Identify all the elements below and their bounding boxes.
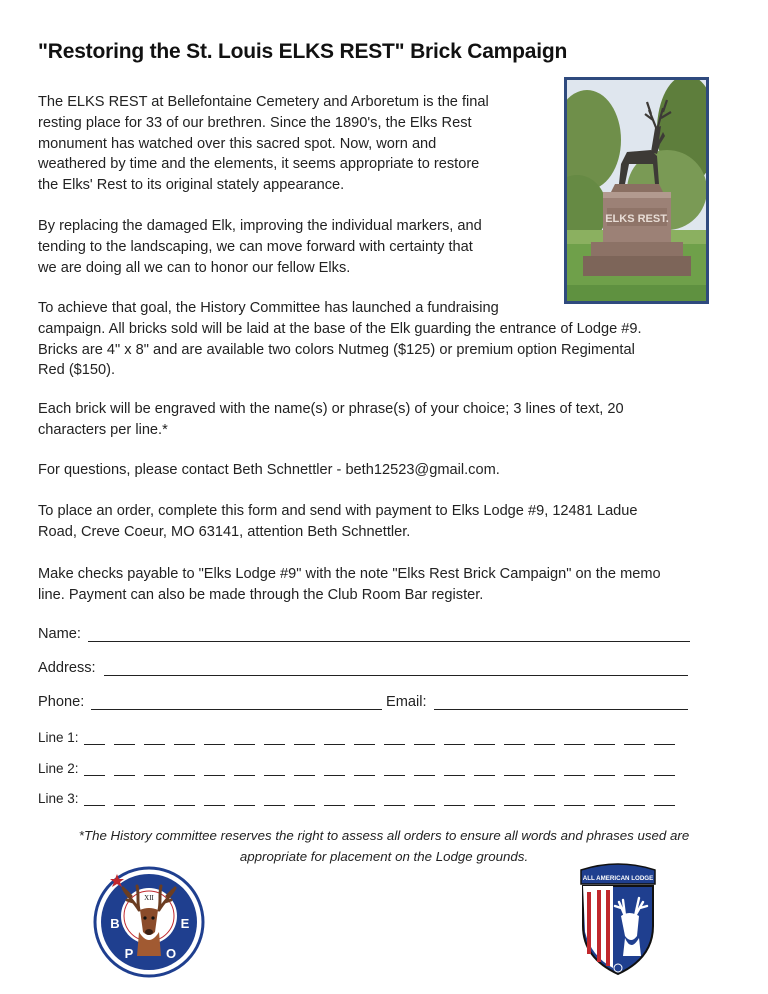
- engraving-char-slot[interactable]: [624, 805, 645, 806]
- engraving-char-slot[interactable]: [654, 775, 675, 776]
- engraving-char-slot[interactable]: [144, 744, 165, 745]
- engraving-paragraph: Each brick will be engraved with the name(s) or phrase(s) of your choice; 3 lines of text, 20 characters per line.*: [38, 401, 624, 438]
- engraving-char-slot[interactable]: [354, 744, 375, 745]
- engraving-char-slot[interactable]: [414, 805, 435, 806]
- engraving-char-slot[interactable]: [294, 744, 315, 745]
- svg-text:P: P: [124, 946, 134, 961]
- engraving-char-slot[interactable]: [504, 775, 525, 776]
- engraving-char-slot[interactable]: [444, 775, 465, 776]
- svg-text:XII: XII: [144, 894, 154, 902]
- engraving-char-slot[interactable]: [324, 775, 345, 776]
- restoration-paragraph: By replacing the damaged Elk, improving the individual markers, and tending to the landscaping, we can move forward with certainty that we are doing all we can to honor our fellow Elks.: [38, 218, 482, 276]
- engraving-char-slot[interactable]: [534, 775, 555, 776]
- engraving-char-slot[interactable]: [414, 744, 435, 745]
- phone-field[interactable]: [91, 709, 382, 710]
- engraving-char-slot[interactable]: [414, 775, 435, 776]
- engraving-char-slot[interactable]: [624, 744, 645, 745]
- svg-text:ELKS REST.: ELKS REST.: [605, 213, 669, 225]
- engraving-char-slot[interactable]: [594, 775, 615, 776]
- engraving-char-slot[interactable]: [324, 805, 345, 806]
- address-field[interactable]: [104, 675, 688, 676]
- footnote: *The History committee reserves the right to assess all orders to ensure all words and phrases used are appropriate for placement on the Lodge grounds.: [78, 828, 690, 864]
- engraving-char-slot[interactable]: [474, 775, 495, 776]
- name-field[interactable]: [88, 641, 690, 642]
- elks-rest-monument-icon: [567, 80, 706, 301]
- engraving-char-slot[interactable]: [144, 805, 165, 806]
- address-label: Address:: [38, 660, 96, 676]
- intro-paragraph: The ELKS REST at Bellefontaine Cemetery and Arboretum is the final resting place for 33 of our brethren. Since the 1890's, the Elks Rest monument has watched over this sacred spot. Now, worn and weathered by time and the elements, it seems appropriate to restore the Elks' Rest to its original stately appearance.: [38, 94, 489, 194]
- engraving-line-1-slots[interactable]: [84, 744, 675, 745]
- engraving-char-slot[interactable]: [534, 744, 555, 745]
- engraving-char-slot[interactable]: [204, 805, 225, 806]
- engraving-char-slot[interactable]: [564, 775, 585, 776]
- engraving-char-slot[interactable]: [354, 805, 375, 806]
- engraving-char-slot[interactable]: [234, 775, 255, 776]
- engraving-char-slot[interactable]: [654, 744, 675, 745]
- engraving-line-1-label: Line 1:: [38, 730, 79, 745]
- engraving-char-slot[interactable]: [234, 805, 255, 806]
- all-american-lodge-logo: [577, 862, 659, 978]
- engraving-line-2-label: Line 2:: [38, 761, 79, 776]
- engraving-char-slot[interactable]: [234, 744, 255, 745]
- engraving-char-slot[interactable]: [294, 805, 315, 806]
- engraving-char-slot[interactable]: [444, 805, 465, 806]
- engraving-char-slot[interactable]: [474, 805, 495, 806]
- engraving-char-slot[interactable]: [174, 744, 195, 745]
- engraving-char-slot[interactable]: [84, 805, 105, 806]
- name-label: Name:: [38, 626, 81, 642]
- phone-label: Phone:: [38, 694, 85, 710]
- engraving-char-slot[interactable]: [504, 744, 525, 745]
- engraving-char-slot[interactable]: [384, 744, 405, 745]
- svg-text:E: E: [180, 916, 190, 931]
- svg-text:ALL AMERICAN LODGE: ALL AMERICAN LODGE: [582, 875, 654, 882]
- page-title: "Restoring the St. Louis ELKS REST" Brick Campaign: [38, 40, 568, 63]
- engraving-char-slot[interactable]: [564, 744, 585, 745]
- engraving-char-slot[interactable]: [84, 744, 105, 745]
- fundraising-paragraph: To achieve that goal, the History Committee has launched a fundraising campaign. All bricks sold will be laid at the base of the Elk guarding the entrance of Lodge #9. Bricks are 4" x 8" and are available two colors Nutmeg ($125) or premium option Regimental Red ($150).: [38, 300, 642, 379]
- engraving-char-slot[interactable]: [84, 775, 105, 776]
- engraving-char-slot[interactable]: [204, 744, 225, 745]
- engraving-char-slot[interactable]: [354, 775, 375, 776]
- svg-text:B: B: [110, 916, 120, 931]
- engraving-line-3-label: Line 3:: [38, 791, 79, 806]
- engraving-char-slot[interactable]: [474, 744, 495, 745]
- contact-paragraph: For questions, please contact Beth Schnettler - beth12523@gmail.com.: [38, 462, 500, 478]
- engraving-char-slot[interactable]: [564, 805, 585, 806]
- payment-paragraph: Make checks payable to "Elks Lodge #9" with the note "Elks Rest Brick Campaign" on the memo line. Payment can also be made through the Club Room Bar register.: [38, 566, 661, 603]
- engraving-char-slot[interactable]: [174, 805, 195, 806]
- engraving-char-slot[interactable]: [204, 775, 225, 776]
- engraving-char-slot[interactable]: [384, 775, 405, 776]
- engraving-char-slot[interactable]: [264, 805, 285, 806]
- engraving-char-slot[interactable]: [534, 805, 555, 806]
- elks-rest-photo: [564, 77, 709, 304]
- engraving-char-slot[interactable]: [624, 775, 645, 776]
- engraving-char-slot[interactable]: [594, 805, 615, 806]
- email-field[interactable]: [434, 709, 688, 710]
- engraving-char-slot[interactable]: [654, 805, 675, 806]
- engraving-char-slot[interactable]: [444, 744, 465, 745]
- engraving-char-slot[interactable]: [174, 775, 195, 776]
- engraving-char-slot[interactable]: [294, 775, 315, 776]
- engraving-char-slot[interactable]: [384, 805, 405, 806]
- bpoe-elk-emblem-icon: [93, 866, 205, 978]
- engraving-char-slot[interactable]: [594, 744, 615, 745]
- engraving-char-slot[interactable]: [144, 775, 165, 776]
- engraving-char-slot[interactable]: [114, 744, 135, 745]
- engraving-char-slot[interactable]: [504, 805, 525, 806]
- engraving-line-2-slots[interactable]: [84, 775, 675, 776]
- engraving-char-slot[interactable]: [114, 805, 135, 806]
- order-paragraph: To place an order, complete this form and send with payment to Elks Lodge #9, 12481 Ladue Road, Creve Coeur, MO 63141, attention Beth Schnettler.: [38, 503, 638, 540]
- engraving-char-slot[interactable]: [264, 744, 285, 745]
- engraving-char-slot[interactable]: [114, 775, 135, 776]
- engraving-char-slot[interactable]: [324, 744, 345, 745]
- all-american-lodge-shield-icon: [577, 862, 659, 978]
- engraving-char-slot[interactable]: [264, 775, 285, 776]
- svg-text:O: O: [165, 946, 177, 961]
- bpoe-emblem-logo: [93, 866, 205, 978]
- engraving-line-3-slots[interactable]: [84, 805, 675, 806]
- email-label: Email:: [386, 694, 427, 710]
